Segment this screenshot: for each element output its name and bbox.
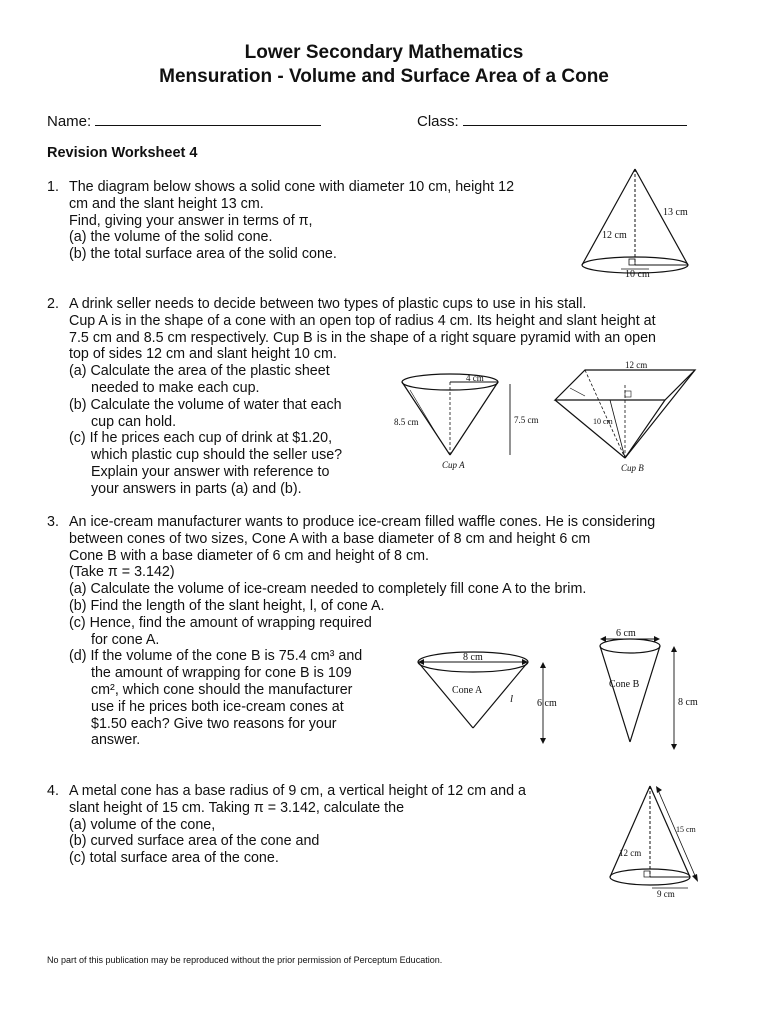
diameter-label: 10 cm [625, 269, 650, 280]
cone-a-diagram [408, 640, 568, 750]
document-title: Lower Secondary Mathematics [244, 42, 524, 63]
question-part: (c) total surface area of the cone. [69, 850, 279, 867]
height-label: 6 cm [537, 698, 557, 709]
question-text: slant height of 15 cm. Taking π = 3.142, calculate the [69, 799, 405, 816]
question-4 [47, 783, 587, 867]
class-label: Class: [417, 113, 459, 130]
question-text: top of sides 12 cm and slant height 10 cm. [69, 346, 337, 363]
class-field [417, 111, 687, 130]
question-part: (a) the volume of the solid cone. [69, 229, 273, 246]
question-part: $1.50 each? Give two reasons for your [91, 715, 337, 732]
question-text: Find, giving your answer in terms of π, [69, 212, 313, 229]
cup-a-diagram [390, 370, 550, 475]
question-text: Cone B with a base diameter of 6 cm and height of 8 cm. [69, 547, 429, 564]
diameter-label: 6 cm [616, 628, 636, 639]
cup-b-diagram [545, 358, 705, 478]
question-part: (c) Hence, find the amount of wrapping required [69, 614, 372, 631]
slant-label: 10 cm [593, 417, 613, 426]
radius-label: 9 cm [657, 889, 675, 899]
question-part: (a) Calculate the area of the plastic sheet [69, 363, 330, 380]
name-blank [95, 111, 321, 126]
q1-cone-diagram [575, 165, 695, 280]
question-part: the amount of wrapping for cone B is 109 [91, 665, 352, 682]
question-part: (c) If he prices each cup of drink at $1.20, [69, 430, 333, 447]
question-part: (d) If the volume of the cone B is 75.4 cm³ and [69, 648, 363, 665]
copyright-footer: No part of this publication may be reproduced without the prior permission of Perceptum Education. [47, 955, 443, 965]
question-text: between cones of two sizes, Cone A with a base diameter of 8 cm and height 6 cm [69, 530, 591, 547]
slant-label: l [510, 693, 514, 705]
question-number: 4. [47, 783, 59, 799]
side-label: 12 cm [625, 360, 648, 370]
question-part: (b) curved surface area of the cone and [69, 833, 320, 850]
height-label: 12 cm [602, 230, 627, 241]
height-label: 7.5 cm [514, 415, 539, 425]
question-part: (a) Calculate the volume of ice-cream needed to completely fill cone A to the brim. [69, 581, 587, 598]
slant-label: 8.5 cm [394, 417, 419, 427]
question-part: use if he prices both ice-cream cones at [91, 698, 344, 715]
question-text: A metal cone has a base radius of 9 cm, a vertical height of 12 cm and a [69, 783, 526, 799]
document-subtitle: Mensuration - Volume and Surface Area of a Cone [159, 66, 609, 87]
question-part: (b) the total surface area of the solid cone. [69, 246, 337, 263]
height-label: 8 cm [678, 697, 698, 708]
question-part: needed to make each cup. [91, 379, 260, 396]
name-label: Name: [47, 113, 92, 130]
diameter-label: 8 cm [463, 652, 483, 663]
radius-label: 4 cm [466, 373, 484, 383]
question-text: An ice-cream manufacturer wants to produce ice-cream filled waffle cones. He is considering [69, 514, 656, 530]
question-text: A drink seller needs to decide between two types of plastic cups to use in his stall. [69, 296, 587, 312]
cone-a-label: Cone A [452, 685, 483, 696]
question-part: (b) Find the length of the slant height, l, of cone A. [69, 597, 385, 614]
cone-b-diagram [592, 624, 712, 759]
question-part: cup can hold. [91, 413, 177, 430]
q4-cone-diagram [600, 782, 710, 902]
question-part: (a) volume of the cone, [69, 816, 216, 833]
question-text: The diagram below shows a solid cone with diameter 10 cm, height 12 [69, 179, 515, 195]
slant-label: 13 cm [663, 207, 688, 218]
name-field [47, 111, 321, 130]
class-blank [463, 111, 687, 126]
question-text: cm and the slant height 13 cm. [69, 195, 264, 212]
question-part: for cone A. [91, 631, 160, 648]
question-part: Explain your answer with reference to [91, 463, 330, 480]
question-part: which plastic cup should the seller use? [91, 447, 343, 464]
question-text: 7.5 cm and 8.5 cm respectively. Cup B is in the shape of a right square pyramid with an open [69, 329, 657, 346]
question-part: (b) Calculate the volume of water that each [69, 396, 342, 413]
cup-b-caption: Cup B [621, 463, 644, 473]
height-label: 12 cm [619, 848, 642, 858]
question-1 [47, 179, 567, 263]
slant-label: 15 cm [676, 825, 696, 834]
question-part: answer. [91, 732, 141, 749]
question-number: 1. [47, 179, 59, 195]
question-number: 2. [47, 296, 59, 312]
question-part: your answers in parts (a) and (b). [91, 480, 302, 497]
question-text: (Take π = 3.142) [69, 564, 175, 581]
question-part: cm², which cone should the manufacturer [91, 681, 353, 698]
question-number: 3. [47, 514, 59, 530]
cup-a-caption: Cup A [442, 460, 465, 470]
question-text: Cup A is in the shape of a cone with an open top of radius 4 cm. Its height and slant height at [69, 312, 656, 329]
cone-b-label: Cone B [609, 679, 640, 690]
worksheet-title: Revision Worksheet 4 [47, 145, 198, 161]
